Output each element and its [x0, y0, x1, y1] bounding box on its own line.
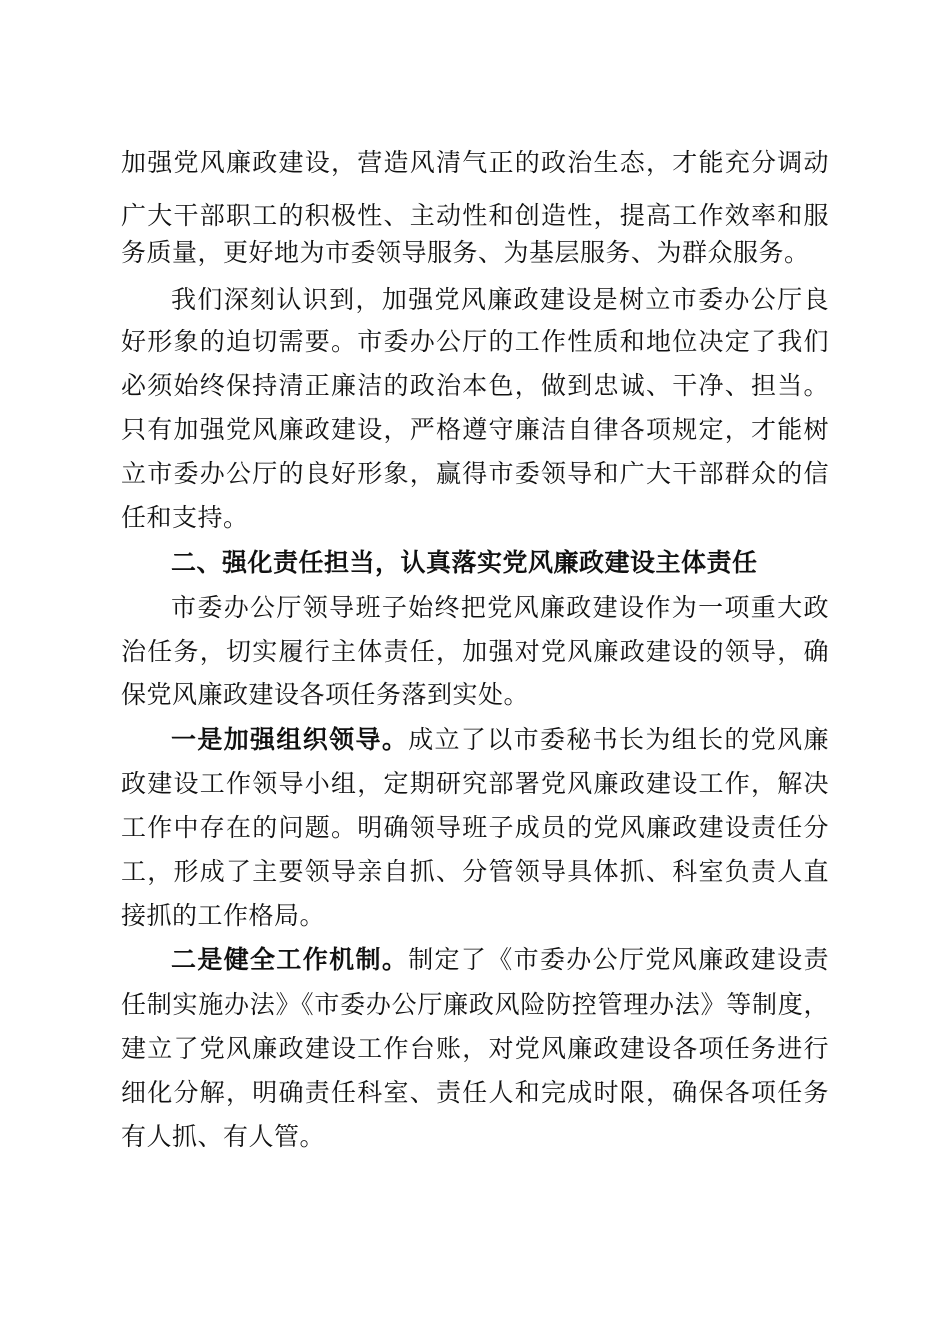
paragraph-line: 治任务，切实履行主体责任，加强对党风廉政建设的领导，确: [121, 637, 829, 666]
paragraph-line: 有人抓、有人管。: [121, 1122, 326, 1151]
paragraph-line: 政建设工作领导小组，定期研究部署党风廉政建设工作，解决: [121, 769, 829, 798]
paragraph-line: 只有加强党风廉政建设，严格遵守廉洁自律各项规定，才能树: [121, 415, 829, 444]
paragraph-lead: 二是健全工作机制。: [171, 945, 409, 974]
paragraph-first-line: [171, 943, 829, 977]
paragraph-line: 立市委办公厅的良好形象，赢得市委领导和广大干部群众的信: [121, 459, 829, 488]
paragraph-line: 细化分解，明确责任科室、责任人和完成时限，确保各项任务: [121, 1078, 829, 1107]
paragraph-line: 必须始终保持清正廉洁的政治本色，做到忠诚、干净、担当。: [121, 371, 829, 400]
paragraph-lead-rest: 制定了《市委办公厅党风廉政建设责: [408, 945, 829, 974]
paragraph-line: 我们深刻认识到，加强党风廉政建设是树立市委办公厅良: [171, 285, 829, 314]
section-heading: 二、强化责任担当，认真落实党风廉政建设主体责任: [171, 548, 758, 577]
paragraph-lead: 一是加强组织领导。: [171, 725, 409, 754]
paragraph-line: 务质量，更好地为市委领导服务、为基层服务、为群众服务。: [121, 238, 810, 267]
paragraph-lead-rest: 成立了以市委秘书长为组长的党风廉: [408, 725, 829, 754]
paragraph-line: 建立了党风廉政建设工作台账，对党风廉政建设各项任务进行: [121, 1034, 829, 1063]
paragraph-line: 工作中存在的问题。明确领导班子成员的党风廉政建设责任分: [121, 813, 829, 842]
paragraph-line: 加强党风廉政建设，营造风清气正的政治生态，才能充分调动: [121, 148, 829, 177]
paragraph-first-line: [171, 723, 829, 757]
paragraph-line: 任制实施办法》《市委办公厅廉政风险防控管理办法》等制度，: [121, 990, 829, 1019]
paragraph-line: 任和支持。: [121, 503, 249, 532]
paragraph-line: 市委办公厅领导班子始终把党风廉政建设作为一项重大政: [171, 593, 829, 622]
paragraph-line: 好形象的迫切需要。市委办公厅的工作性质和地位决定了我们: [121, 327, 829, 356]
paragraph-line: 保党风廉政建设各项任务落到实处。: [121, 680, 530, 709]
paragraph-line: 接抓的工作格局。: [121, 901, 326, 930]
paragraph-line: 广大干部职工的积极性、主动性和创造性，提高工作效率和服: [121, 201, 829, 230]
paragraph-line: 工，形成了主要领导亲自抓、分管领导具体抓、科室负责人直: [121, 857, 829, 886]
